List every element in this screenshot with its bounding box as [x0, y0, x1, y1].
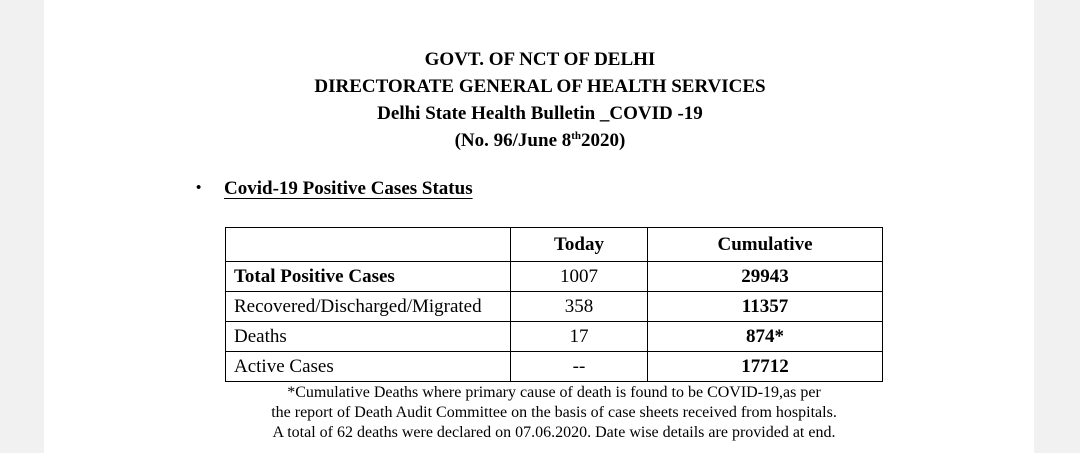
bulletin-title: Delhi State Health Bulletin _COVID -19	[377, 103, 703, 124]
bullet-icon: •	[196, 180, 202, 196]
row-today: 17	[511, 322, 648, 352]
column-header-today: Today	[511, 228, 648, 262]
row-cumulative: 874*	[648, 322, 883, 352]
table-row	[226, 352, 883, 382]
bulletin-number-sup: th	[571, 130, 582, 142]
column-header-label	[226, 228, 511, 262]
table-header-row	[226, 228, 883, 262]
govt-title: GOVT. OF NCT OF DELHI	[424, 49, 656, 70]
row-cumulative: 29943	[648, 262, 883, 292]
table-row	[226, 322, 883, 352]
row-cumulative: 17712	[648, 352, 883, 382]
bulletin-number-prefix: (No. 96/June 8	[454, 130, 572, 151]
section-title: Covid-19 Positive Cases Status	[224, 178, 473, 199]
row-label: Active Cases	[226, 352, 511, 382]
bulletin-number	[0, 127, 1080, 154]
footnote-line-2: the report of Death Audit Committee on the basis of case sheets received from hospitals.	[271, 404, 837, 421]
deaths-footnote	[225, 383, 883, 443]
row-today: 1007	[511, 262, 648, 292]
footnote-line-3: A total of 62 deaths were declared on 07.06.2020. Date wise details are provided at end.	[272, 424, 836, 441]
table-row	[226, 262, 883, 292]
cases-status-table	[225, 227, 883, 382]
bulletin-header	[0, 46, 1080, 154]
row-label: Total Positive Cases	[226, 262, 511, 292]
row-today: --	[511, 352, 648, 382]
row-label: Deaths	[226, 322, 511, 352]
row-today: 358	[511, 292, 648, 322]
row-label: Recovered/Discharged/Migrated	[226, 292, 511, 322]
section-heading	[196, 178, 473, 200]
row-cumulative: 11357	[648, 292, 883, 322]
bulletin-number-suffix: 2020)	[581, 130, 626, 151]
footnote-line-1: *Cumulative Deaths where primary cause of death is found to be COVID-19,as per	[287, 384, 821, 401]
column-header-cumulative: Cumulative	[648, 228, 883, 262]
directorate-title: DIRECTORATE GENERAL OF HEALTH SERVICES	[314, 76, 766, 97]
table-row	[226, 292, 883, 322]
